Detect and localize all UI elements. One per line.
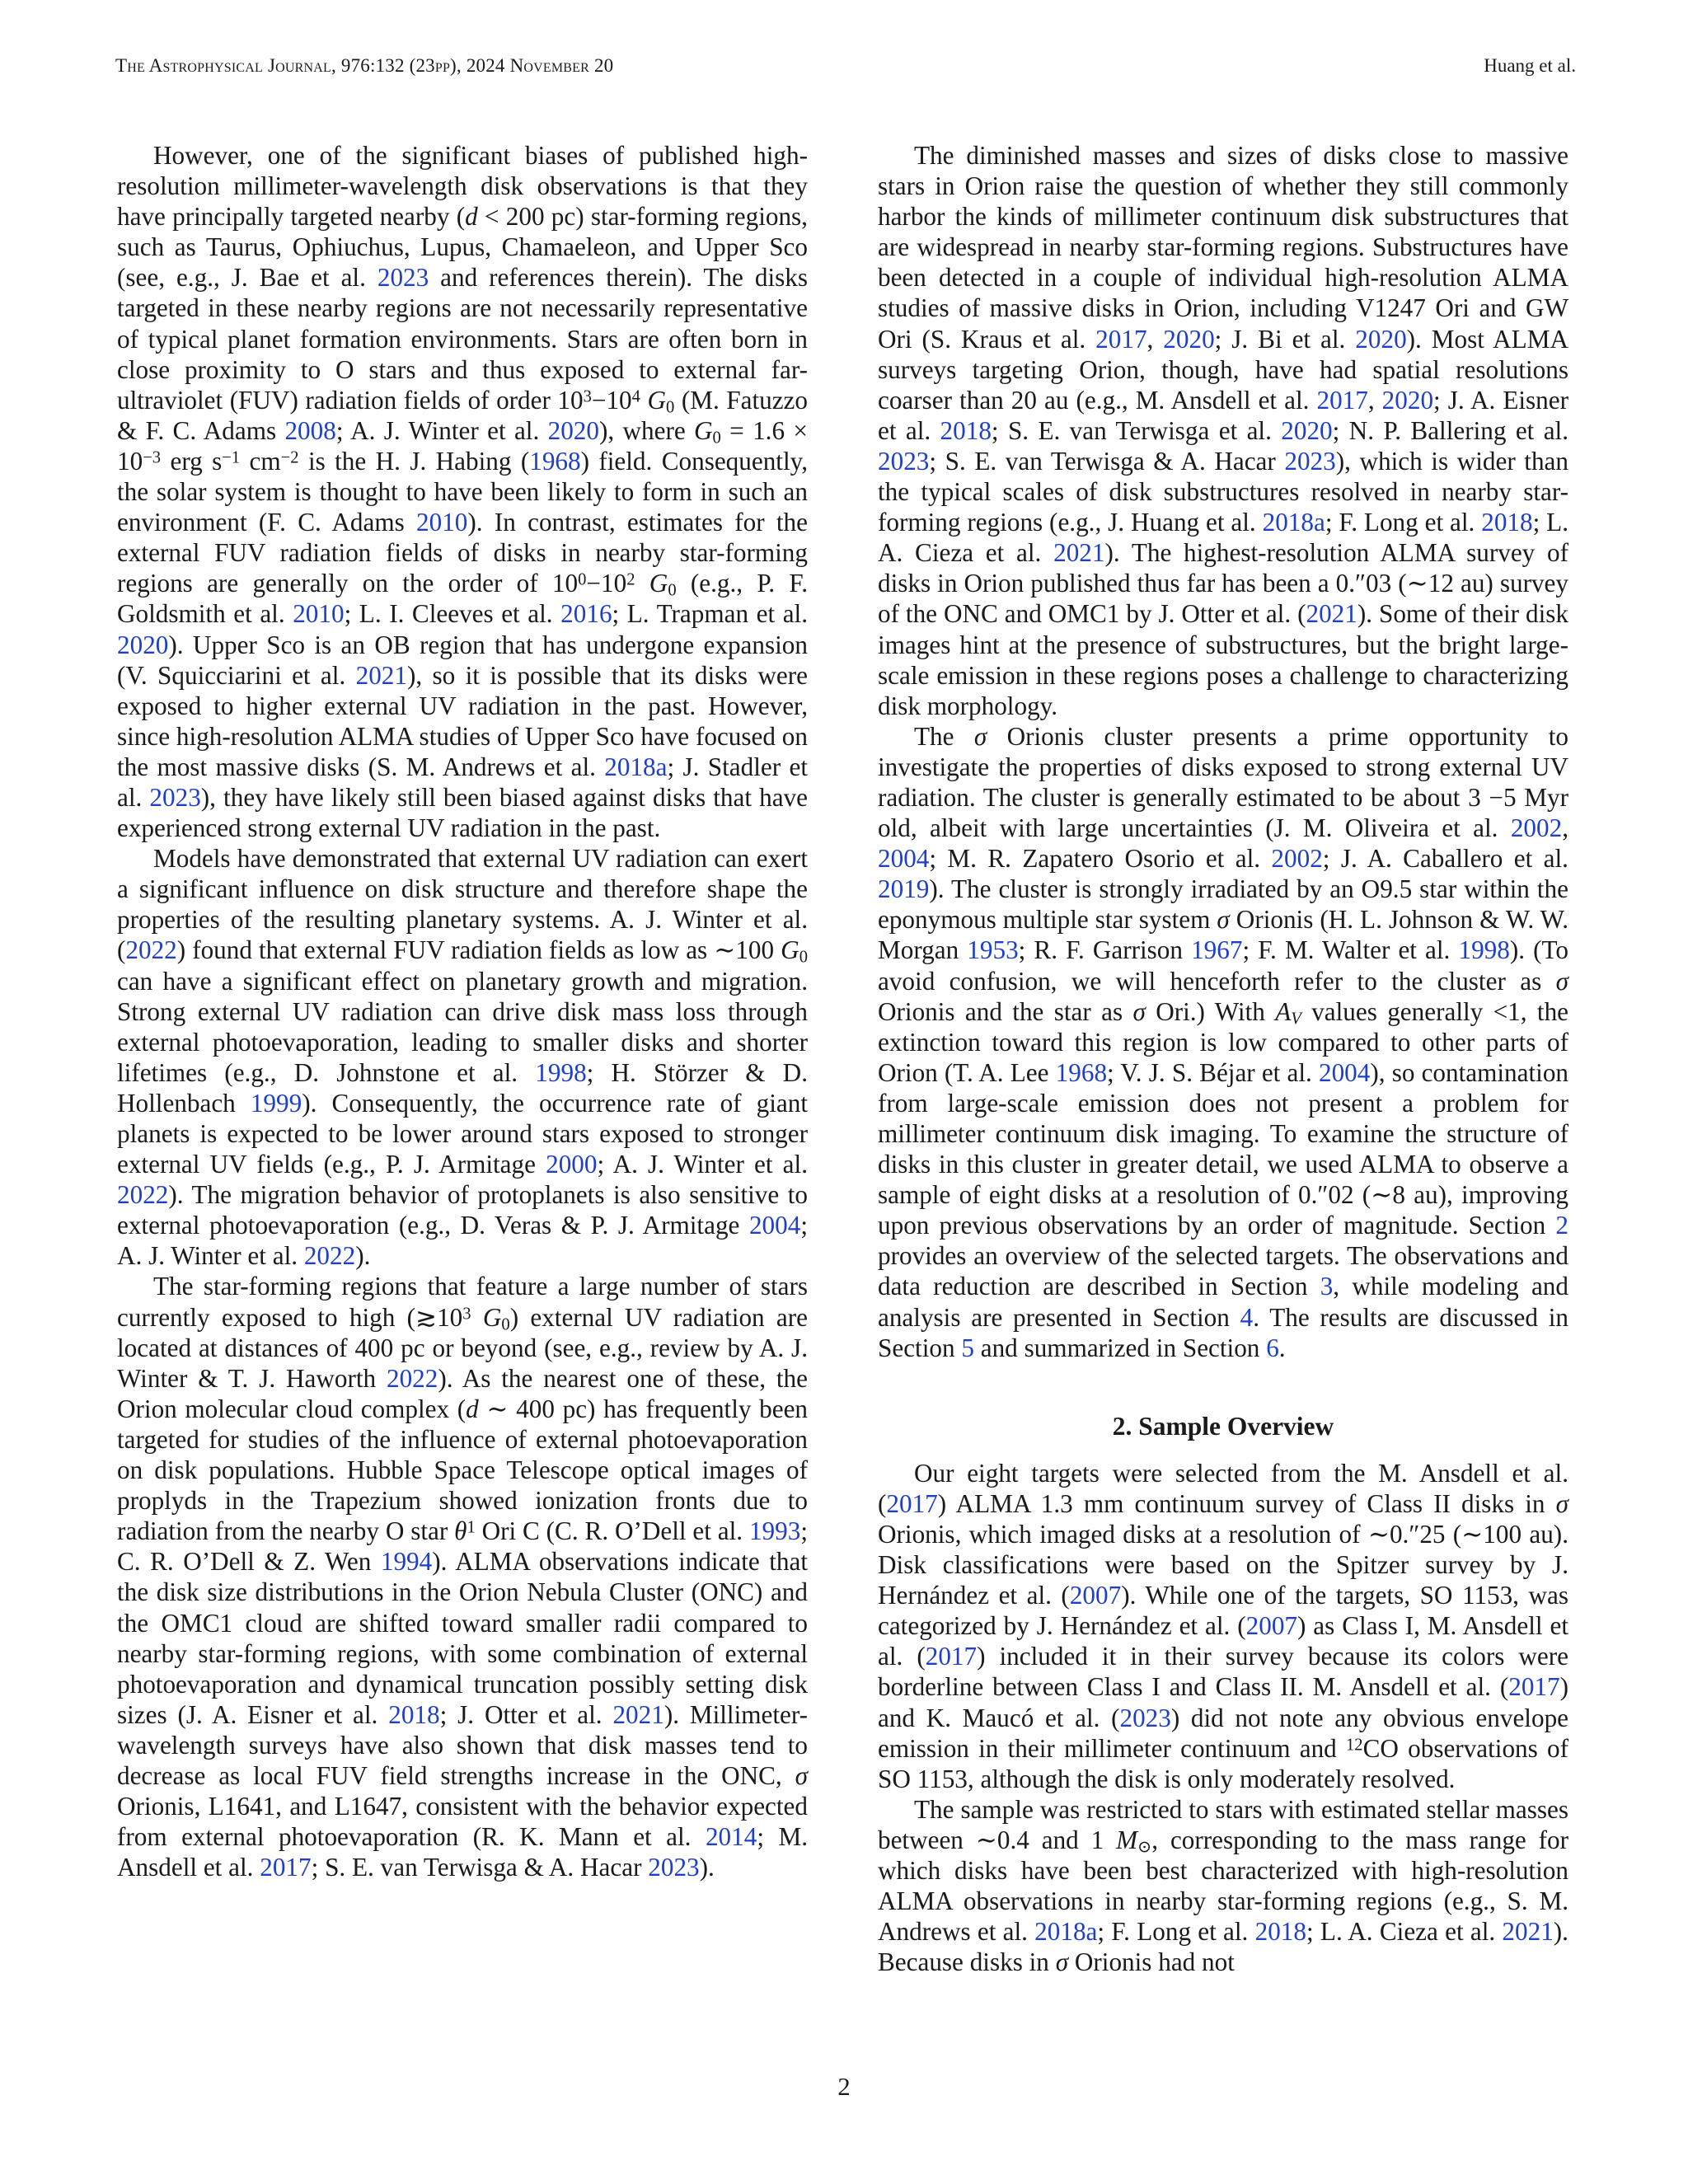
page-number: 2 xyxy=(837,2072,851,2101)
citation-link[interactable]: 2023 xyxy=(648,1853,700,1882)
section-link[interactable]: 4 xyxy=(1240,1302,1254,1332)
citation-link[interactable]: 2017 xyxy=(1508,1672,1560,1702)
citation-link[interactable]: 2004 xyxy=(1318,1057,1371,1087)
citation-link[interactable]: 1998 xyxy=(535,1057,587,1087)
citation-link[interactable]: 2019 xyxy=(878,874,930,904)
citation-link[interactable]: 2000 xyxy=(546,1150,598,1179)
citation-link[interactable]: 2017 xyxy=(925,1642,978,1671)
citation-link[interactable]: 2016 xyxy=(560,599,612,629)
citation-link[interactable]: 2010 xyxy=(416,508,468,537)
citation-link[interactable]: 2021 xyxy=(1306,599,1357,629)
paragraph-star-forming-regions: The star-forming regions that feature a large number of stars currently exposed to high ($≳10^3$ $G_0$) external UV radiation are located at distances of 400 pc or beyond (see, e.g., review by A. J. Winter & T. J. Haworth 2022). As the nearest one of these, the Orion molecular cloud complex (d ∼ 400 pc) has frequently been targeted for studies of the influence of external photoevaporation on disk populations. Hubble Space Telescope optical images of proplyds in the Trapezium showed ionization fronts due to radiation from the nearby O star $\theta^1$ Ori C (C. R. O’Dell et al. 1993; C. R. O’Dell & Z. Wen 1994). ALMA observations indicate that the disk size distributions in the Orion Nebula Cluster (ONC) and the OMC1 cloud are shifted toward smaller radii compared to nearby star-forming regions, with some combination of external photoevaporation and dynamical truncation possibly setting disk sizes (J. A. Eisner et al. 2018; J. Otter et al. 2021). Millimeter-wavelength surveys have also shown that disk masses tend to decrease as local FUV field strengths increase in the ONC, σ Orionis, L1641, and L1647, consistent with the behavior expected from external photoevaporation (R. K. Mann et al. 2014; M. Ansdell et al. 2017; S. E. van Terwisga & A. Hacar 2023). xyxy=(117,1272,809,1882)
paragraph-stellar-masses: The sample was restricted to stars with estimated stellar masses between ∼0.4 and 1 $M_⊙$, corresponding to the mass range for which disks have been best characterized with high-resolution ALMA observations in nearby star-forming regions (e.g., S. M. Andrews et al. 2018a; F. Long et al. 2018; L. A. Cieza et al. 2021). Because disks in σ Orionis had not xyxy=(878,1794,1568,1977)
paragraph-models: Models have demonstrated that external UV radiation can exert a significant influence on disk structure and therefore shape the properties of the resulting planetary systems. A. J. Winter et al. (2022) found that external FUV radiation fields as low as ∼100 $G_0$ can have a significant effect on planetary growth and migration. Strong external UV radiation can drive disk mass loss through external photoevaporation, leading to smaller disks and shorter lifetimes (e.g., D. Johnstone et al. 1998; H. Störzer & D. Hollenbach 1999). Consequently, the occurrence rate of giant planets is expected to be lower around stars exposed to stronger external UV fields (e.g., P. J. Armitage 2000; A. J. Winter et al. 2022). The migration behavior of protoplanets is also sensitive to external photoevaporation (e.g., D. Veras & P. J. Armitage 2004; A. J. Winter et al. 2022). xyxy=(117,844,808,1271)
section-heading-sample-overview: 2. Sample Overview xyxy=(1112,1411,1334,1441)
citation-link[interactable]: 2002 xyxy=(1271,844,1323,874)
citation-link[interactable]: 2004 xyxy=(878,844,930,874)
citation-link[interactable]: 1967 xyxy=(1191,935,1243,965)
citation-link[interactable]: 2021 xyxy=(612,1699,664,1729)
citation-link[interactable]: 2021 xyxy=(355,660,407,690)
citation-link[interactable]: 2008 xyxy=(284,415,336,445)
section-link[interactable]: 5 xyxy=(961,1333,974,1362)
citation-link[interactable]: 2021 xyxy=(1053,538,1105,568)
citation-link[interactable]: 2018 xyxy=(940,415,992,445)
paragraph-biases: However, one of the significant biases of published high-resolution millimeter-wavelength disk observations is that they have principally targeted nearby (d < 200 pc) star-forming regions, such as Taurus, Ophiuchus, Lupus, Chamaeleon, and Upper Sco (see, e.g., J. Bae et al. 2023 and references therein). The disks targeted in these nearby regions are not necessarily representative of typical planet formation environments. Stars are often born in close proximity to O stars and thus exposed to external far-ultraviolet (FUV) radiation fields of order $10^3-10^4$ $G_0$ (M. Fatuzzo & F. C. Adams 2008; A. J. Winter et al. 2020), where $G_0 = 1.6 \times 10^{-3}$ erg $s^{-1}$ $cm^{-2}$ is the H. J. Habing (1968) field. Consequently, the solar system is thought to have been likely to form in such an environment (F. C. Adams 2010). In contrast, estimates for the external FUV radiation fields of disks in nearby star-forming regions are generally on the order of $10^0-10^2$ $G_0$ (e.g., P. F. Goldsmith et al. 2010; L. I. Cleeves et al. 2016; L. Trapman et al. 2020). Upper Sco is an OB region that has undergone expansion (V. Squicciarini et al. 2021), so it is possible that its disks were exposed to higher external UV radiation in the past. However, since high-resolution ALMA studies of Upper Sco have focused on the most massive disks (S. M. Andrews et al. 2018a; J. Stadler et al. 2023), they have likely still been biased against disks that have experienced strong external UV radiation in the past. xyxy=(117,141,808,843)
citation-link[interactable]: 2023 xyxy=(1119,1703,1171,1732)
citation-link[interactable]: 2017 xyxy=(1095,324,1147,354)
citation-link[interactable]: 2023 xyxy=(1284,446,1336,476)
section-link[interactable]: 3 xyxy=(1320,1272,1334,1301)
citation-link[interactable]: 2020 xyxy=(547,415,599,445)
citation-link[interactable]: 2010 xyxy=(293,599,345,629)
citation-link[interactable]: 2007 xyxy=(1245,1611,1297,1641)
citation-link[interactable]: 2017 xyxy=(1316,385,1368,415)
citation-link[interactable]: 2018a xyxy=(604,752,668,781)
section-link[interactable]: 2 xyxy=(1555,1211,1568,1240)
citation-link[interactable]: 2014 xyxy=(705,1822,757,1852)
paragraph-sigma-orionis: The σ Orionis cluster presents a prime opportunity to investigate the properties of disks exposed to strong external UV radiation. The cluster is generally estimated to be about 3 −5 Myr old, albeit with large uncertainties (J. M. Oliveira et al. 2002, 2004; M. R. Zapatero Osorio et al. 2002; J. A. Caballero et al. 2019). The cluster is strongly irradiated by an O9.5 star within the eponymous multiple star system σ Orionis (H. L. Johnson & W. W. Morgan 1953; R. F. Garrison 1967; F. M. Walter et al. 1998). (To avoid confusion, we will henceforth refer to the cluster as σ Orionis and the star as σ Ori.) With $A_V$ values generally <1, the extinction toward this region is low compared to other parts of Orion (T. A. Lee 1968; V. J. S. Béjar et al. 2004), so contamination from large-scale emission does not present a problem for millimeter continuum disk imaging. To examine the structure of disks in this cluster in greater detail, we used ALMA to observe a sample of eight disks at a resolution of 0.″02 (∼8 au), improving upon previous observations by an order of magnitude. Section 2 provides an overview of the selected targets. The observations and data reduction are described in Section 3, while modeling and analysis are presented in Section 4. The results are discussed in Section 5 and summarized in Section 6. xyxy=(878,721,1569,1362)
citation-link[interactable]: 2020 xyxy=(117,630,169,659)
citation-link[interactable]: 2017 xyxy=(260,1853,312,1882)
citation-link[interactable]: 1999 xyxy=(250,1088,302,1118)
citation-link[interactable]: 2007 xyxy=(1069,1581,1122,1610)
citation-link[interactable]: 2022 xyxy=(386,1363,438,1393)
citation-link[interactable]: 2004 xyxy=(748,1211,801,1240)
running-authors: Huang et al. xyxy=(1484,55,1576,76)
citation-link[interactable]: 2018 xyxy=(388,1699,440,1729)
left-column xyxy=(117,140,808,1882)
citation-link[interactable]: 1994 xyxy=(380,1547,433,1577)
citation-link[interactable]: 1968 xyxy=(1055,1057,1108,1087)
citation-link[interactable]: 2002 xyxy=(1510,813,1563,843)
citation-link[interactable]: 2018a xyxy=(1262,508,1325,537)
citation-link[interactable]: 2020 xyxy=(1281,415,1333,445)
citation-link[interactable]: 2020 xyxy=(1355,324,1407,354)
right-column xyxy=(878,140,1568,1977)
paragraph-targets: Our eight targets were selected from the M. Ansdell et al. (2017) ALMA 1.3 mm continuum survey of Class II disks in σ Orionis, which imaged disks at a resolution of ∼0.″25 (∼100 au). Disk classifications were based on the Spitzer survey by J. Hernández et al. (2007). While one of the targets, SO 1153, was categorized by J. Hernández et al. (2007) as Class I, M. Ansdell et al. (2017) included it in their survey because its colors were borderline between Class I and Class II. M. Ansdell et al. (2017) and K. Maucó et al. (2023) did not note any obvious envelope emission in their millimeter continuum and $^{12}$CO observations of SO 1153, although the disk is only moderately resolved. xyxy=(878,1458,1569,1793)
citation-link[interactable]: 2022 xyxy=(125,935,177,965)
citation-link[interactable]: 2018a xyxy=(1034,1917,1098,1947)
citation-link[interactable]: 2018 xyxy=(1481,508,1533,537)
citation-link[interactable]: 1993 xyxy=(748,1516,801,1546)
citation-link[interactable]: 2022 xyxy=(303,1241,356,1271)
journal-citation: The Astrophysical Journal, 976:132 (23pp), 2024 November 20 xyxy=(115,55,614,76)
citation-link[interactable]: 2022 xyxy=(117,1180,169,1210)
paragraph-orion-substructures: The diminished masses and sizes of disks close to massive stars in Orion raise the question of whether they still commonly harbor the kinds of millimeter continuum disk substructures that are widespread in nearby star-forming regions. Substructures have been detected in a couple of individual high-resolution ALMA studies of massive disks in Orion, including V1247 Ori and GW Ori (S. Kraus et al. 2017, 2020; J. Bi et al. 2020). Most ALMA surveys targeting Orion, though, have had spatial resolutions coarser than 20 au (e.g., M. Ansdell et al. 2017, 2020; J. A. Eisner et al. 2018; S. E. van Terwisga et al. 2020; N. P. Ballering et al. 2023; S. E. van Terwisga & A. Hacar 2023), which is wider than the typical scales of disk substructures resolved in nearby star-forming regions (e.g., J. Huang et al. 2018a; F. Long et al. 2018; L. A. Cieza et al. 2021). The highest-resolution ALMA survey of disks in Orion published thus far has been a 0.″03 (∼12 au) survey of the ONC and OMC1 by J. Otter et al. (2021). Some of their disk images hint at the presence of substructures, but the bright large-scale emission in these regions poses a challenge to characterizing disk morphology. xyxy=(878,141,1569,720)
citation-link[interactable]: 2017 xyxy=(886,1488,938,1518)
citation-link[interactable]: 2020 xyxy=(1163,324,1215,354)
citation-link[interactable]: 1998 xyxy=(1458,935,1510,965)
citation-link[interactable]: 2021 xyxy=(1502,1917,1554,1947)
section-link[interactable]: 6 xyxy=(1266,1333,1279,1362)
citation-link[interactable]: 2020 xyxy=(1381,385,1434,415)
citation-link[interactable]: 2023 xyxy=(878,446,930,476)
citation-link[interactable]: 2023 xyxy=(377,263,429,293)
citation-link[interactable]: 2018 xyxy=(1254,1917,1306,1947)
citation-link[interactable]: 2023 xyxy=(149,782,201,812)
citation-link[interactable]: 1953 xyxy=(967,935,1019,965)
running-header xyxy=(115,53,1576,79)
citation-link[interactable]: 1968 xyxy=(529,446,581,476)
